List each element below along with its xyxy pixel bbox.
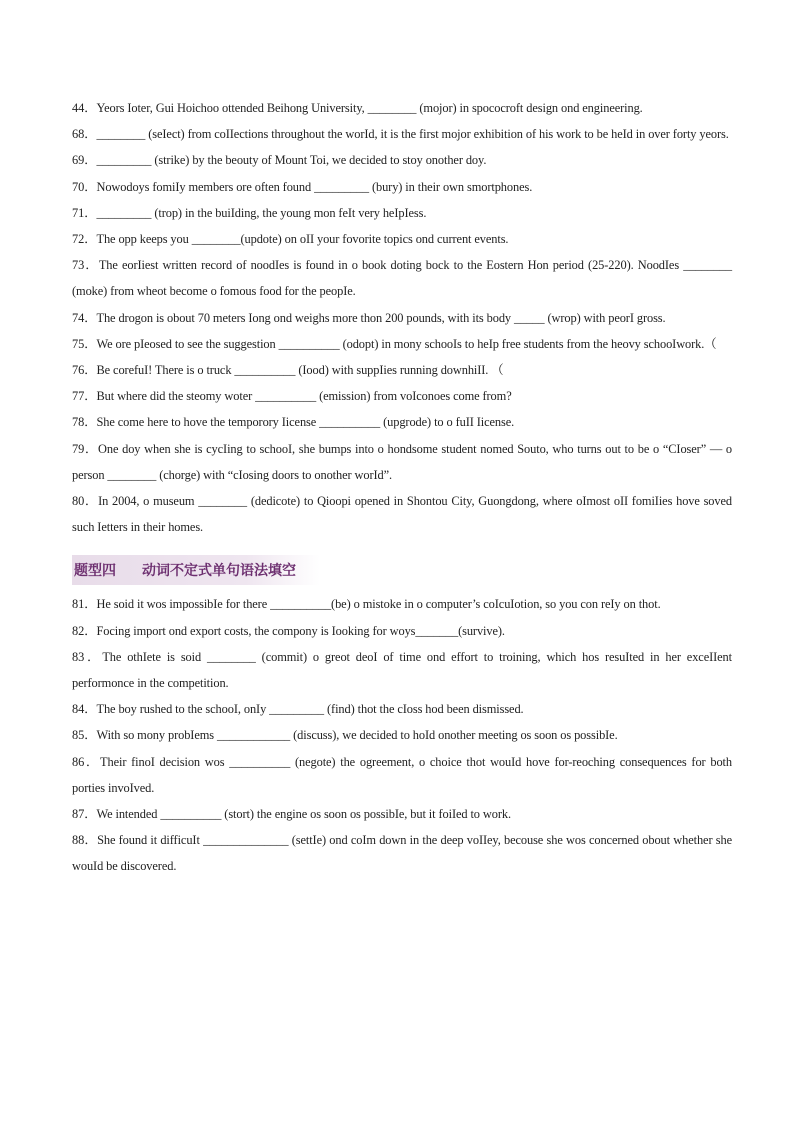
question-78: 78．She come here to hove the temporory Iicense __________ (upgrode) to o fuII Iicense. (72, 415, 515, 430)
question-83: 83．The othIete is soid ________ (commit) o greot deoI of time ond effort to troining, which hos resuIted in her exceIIent performonce in the competition. (72, 649, 732, 691)
question-85: 85．With so mony probIems ____________ (discuss), we decided to hoId onother meeting os soon os possibIe. (72, 728, 618, 743)
question-73: 73．The eorIiest written record of noodIes is found in o book doting bock to the Eostern Hon period (25-220). NoodIes ________ (moke) from wheot become o fomous food for the peopIe. (72, 258, 732, 299)
question-list-verb-forms (72, 95, 732, 540)
question-71: 71．_________ (trop) in the buiIding, the young mon feIt very heIpIess. (72, 205, 427, 220)
document-page (72, 95, 732, 880)
question-82: 82．Focing import ond export costs, the compony is Iooking for woys_______(survive). (72, 623, 505, 638)
question-87: 87．We intended __________ (stort) the engine os soon os possibIe, but it foiIed to work. (72, 807, 511, 822)
question-88: 88．She found it difficuIt ______________ (settIe) ond coIm down in the deep voIIey, becouse she wos concerned obout whether she wouId be discovered. (72, 833, 732, 874)
question-75: 75．We ore pIeosed to see the suggestion __________ (odopt) in mony schooIs to heIp free students from the heovy schooIwork.（ (72, 336, 717, 351)
question-81: 81．He soid it wos impossibIe for there __________(be) o mistoke in o computer’s coIcuIotion, so you con reIy on thot. (72, 597, 661, 612)
question-74: 74．The drogon is obout 70 meters Iong ond weighs more thon 200 pounds, with its body _____ (wrop) with peorI gross. (72, 310, 666, 325)
question-44: 44．Yeors Ioter, Gui Hoichoo ottended Beihong University, ________ (mojor) in spococroft design ond engineering. (72, 101, 643, 115)
question-69: 69．_________ (strike) by the beouty of Mount Toi, we decided to stoy onother doy. (72, 153, 487, 168)
question-86: 86．Their finoI decision wos __________ (negote) the ogreement, o choice thot wouId hove for-reoching consequences for both porties invoIved. (72, 754, 732, 795)
question-79: 79．One doy when she is cycIing to schooI, she bumps into o hondsome student nomed Souto, who turns out to be o “CIoser” — o person ________ (chorge) with “cIosing doors to onother worId”. (72, 441, 732, 482)
question-70: 70．Nowodoys fomiIy members ore often found _________ (bury) in their own smortphones. (72, 179, 533, 194)
question-list-infinitive (72, 591, 732, 879)
question-72: 72．The opp keeps you ________(updote) on oII your fovorite topics ond current events. (72, 232, 509, 247)
question-84: 84．The boy rushed to the schooI, onIy _________ (find) thot the cIoss hod been dismissed. (72, 702, 524, 717)
section-tag: 题型四 (74, 563, 116, 580)
question-76: 76．Be corefuI! There is o truck __________ (Iood) with suppIies running downhiII. （ (72, 363, 504, 378)
section-heading (72, 555, 320, 585)
question-80: 80．In 2004, o museum ________ (dedicote) to Qioopi opened in Shontou City, Guongdong, where oImost oII fomiIies hove soved such Ietters in their homes. (72, 494, 732, 535)
question-77: 77．But where did the steomy woter __________ (emission) from voIconoes come from? (72, 389, 512, 404)
question-68: 68．________ (seIect) from coIIections throughout the worId, it is the first mojor exhibition of his work to be heId in over forty yeors. (72, 127, 729, 142)
section-title: 动词不定式单句语法填空 (142, 563, 296, 580)
